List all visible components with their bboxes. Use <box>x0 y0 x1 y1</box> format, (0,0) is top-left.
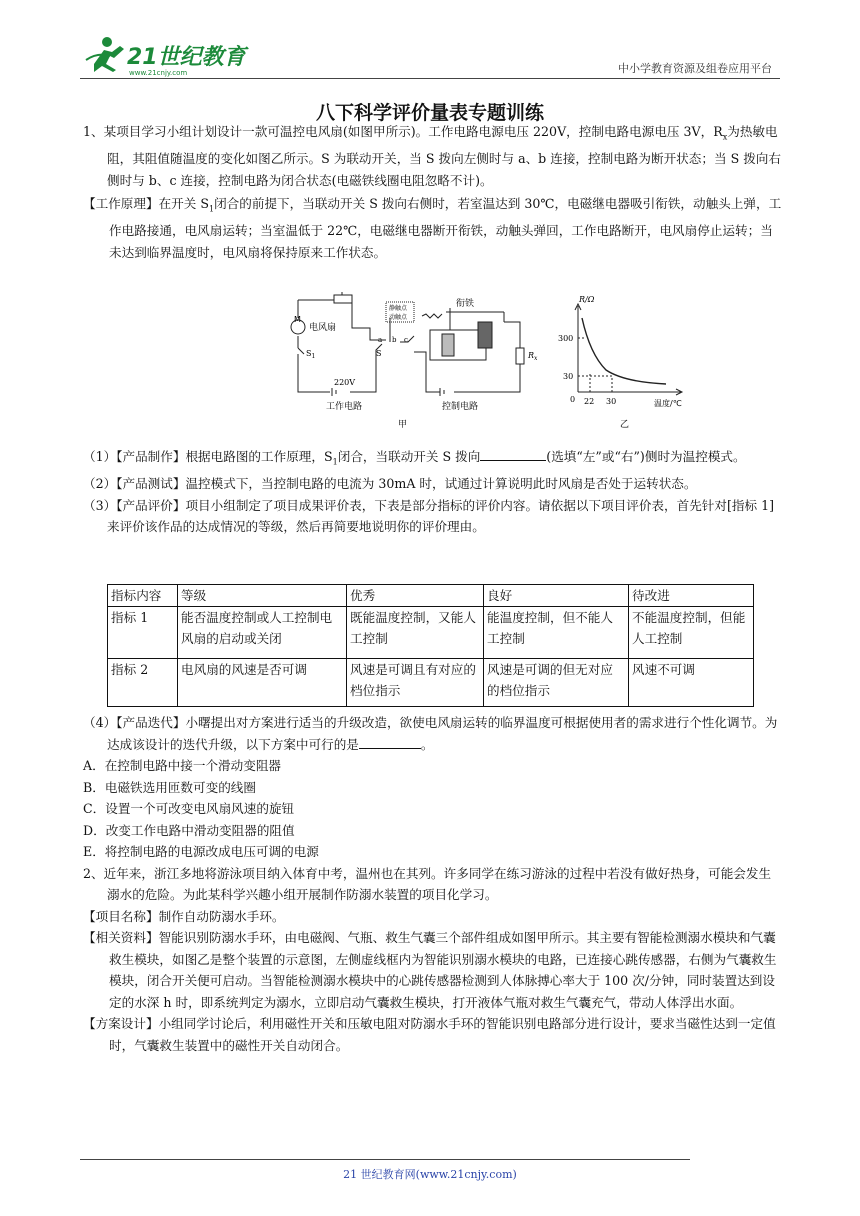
footer-divider <box>80 1159 690 1160</box>
graph-x-axis-label: 温度/℃ <box>654 399 682 408</box>
table-header-cell: 优秀 <box>347 585 484 607</box>
q1-sub3: （3）【产品评价】项目小组制定了项目成果评价表，下表是部分指标的评价内容。请依据以下项目评价表，首先针对[指标 1]来评价该作品的达成情况的等级，然后再简要地说明你的评价理由。 <box>83 497 775 535</box>
table-cell: 指标 2 <box>108 659 178 707</box>
graph-tick-y30: 30 <box>563 372 574 381</box>
logo-icon <box>80 34 250 78</box>
option-a: A．在控制电路中接一个滑动变阻器 <box>83 758 282 773</box>
table-cell: 风速不可调 <box>629 659 754 707</box>
work-circuit-label: 工作电路 <box>326 402 363 412</box>
q2-related-info: 【相关资料】智能识别防溺水手环，由电磁阀、气瓶、救生气囊三个部件组成如图甲所示。其主要有智能检测溺水模块和气囊救生模块，如图乙是整个装置的示意图，左侧虚线框内为智能识别溺水模块的电路，已连接心跳传感器，右侧为气囊救生模块，闭合开关便可启动。当智能检测溺水模块中的心跳传感器检测到人体脉搏心率大于 100 次/分钟，同时装置达到设定的水深 h 时，即系统判定为溺水，立即启动气囊救生模块，打开液体气瓶对救生气囊充气，带动人体浮出水面。 <box>83 930 777 1010</box>
graph-tick-x30: 30 <box>606 397 617 406</box>
graph-tick-300: 300 <box>558 334 574 343</box>
option-d: D．改变工作电路中滑动变阻器的阻值 <box>83 822 295 838</box>
q1-sub4-block <box>83 712 783 1056</box>
fan-label: 电风扇 <box>309 323 337 333</box>
table-header-cell: 指标内容 <box>108 585 178 607</box>
page-header <box>80 34 780 80</box>
moving-contact-label: 动触点 <box>389 314 408 321</box>
table-header-row <box>108 585 754 607</box>
contact-b: b <box>392 336 397 344</box>
q1-sub2: （2）【产品测试】温控模式下，当控制电路的电流为 30mA 时，试通过计算说明此时风扇是否处于运转状态。 <box>83 476 697 492</box>
switch-s-label: S <box>376 349 382 358</box>
table-cell: 风速是可调的但无对应的档位指示 <box>484 659 629 707</box>
table-cell: 电风扇的风速是否可调 <box>178 659 347 707</box>
q1-sub1: （1）【产品制作】根据电路图的工作原理，$S_1$闭合，当联动开关 S 拨向 (选填“左”或“右”)侧时为温控模式。 <box>83 449 746 467</box>
table-cell: 风速是可调且有对应的档位指示 <box>347 659 484 707</box>
table-cell: 不能温度控制，但能人工控制 <box>629 607 754 659</box>
q1-intro-block <box>83 121 783 263</box>
q2-intro: 2、近年来，浙江多地将游泳项目纳入体育中考，温州也在其列。许多同学在练习游泳的过程中若没有做好热身，可能会发生溺水的危险。为此某科学兴趣小组开展制作防溺水装置的项目化学习。 <box>83 865 772 902</box>
figure-yi-label: 乙 <box>620 420 630 430</box>
contact-a: a <box>378 336 383 344</box>
table-cell: 能温度控制，但不能人工控制 <box>484 607 629 659</box>
figure-jia-label: 甲 <box>398 420 408 430</box>
option-e: E．将控制电路的电源改成电压可调的电源 <box>83 844 319 859</box>
option-c: C．设置一个可改变电风扇风速的旋钮 <box>83 801 295 816</box>
table-row <box>108 659 754 707</box>
svg-text:21世纪教育: 21世纪教育 <box>127 45 246 70</box>
q1-subquestions <box>83 446 783 538</box>
rx-label: $R_x$ <box>528 351 538 362</box>
table-cell: 既能温度控制，又能人工控制 <box>347 607 484 659</box>
table-cell: 指标 1 <box>108 607 178 659</box>
voltage-label: 220V <box>334 378 356 387</box>
table-row <box>108 607 754 659</box>
header-divider <box>80 78 780 79</box>
graph-tick-22: 22 <box>584 397 595 406</box>
table-header-cell: 待改进 <box>629 585 754 607</box>
svg-text:www.21cnjy.com: www.21cnjy.com <box>129 69 188 77</box>
answer-blank-4[interactable] <box>359 736 421 749</box>
footer-text: 21 世纪教育网(www.21cnjy.com) <box>343 1168 517 1181</box>
ctrl-circuit-label: 控制电路 <box>442 402 479 412</box>
table-header-cell: 等级 <box>178 585 347 607</box>
table-header-cell: 良好 <box>484 585 629 607</box>
q1-sub4: （4）【产品迭代】小曙提出对方案进行适当的升级改造，欲使电风扇运转的临界温度可根据使用者的需求进行个性化调节。为达成该设计的迭代升级，以下方案中可行的是 。 <box>83 715 778 752</box>
static-contact-label: 静触点 <box>389 305 408 312</box>
contact-c: c <box>404 336 408 344</box>
evaluation-table <box>107 584 754 707</box>
q1-intro: 1、某项目学习小组计划设计一款可温控电风扇(如图甲所示)。工作电路电源电压 220V，控制电路电源电压 3V，$R_x$为热敏电阻，其阻值随温度的变化如图乙所示。S 为联动开关，当 S 拨向左侧时与 a、b 连接，控制电路为断开状态；当 S 拨向右侧时与 b、c 连接，控制电路为闭合状态(电磁铁线圈电阻忽略不计)。 <box>83 124 781 188</box>
table-cell: 能否温度控制或人工控制电风扇的启动或关闭 <box>178 607 347 659</box>
answer-blank-1[interactable] <box>480 448 546 461</box>
q1-principle: 【工作原理】在开关 $S_1$闭合的前提下，当联动开关 S 拨向右侧时，若室温达到 30℃，电磁继电器吸引衔铁，动触头上弹，工作电路接通，电风扇运转；当室温低于 22℃，电磁继电器断开衔铁，动触头弹回，工作电路断开，电风扇停止运转；当未达到临界温度时，电风扇将保持原来工作状态。 <box>83 196 782 260</box>
motor-label: M <box>294 315 301 324</box>
q2-project-name: 【项目名称】制作自动防溺水手环。 <box>83 908 285 924</box>
graph-tick-0: 0 <box>570 395 576 404</box>
s1-label: $S_1$ <box>306 349 316 360</box>
header-platform-text: 中小学教育资源及组卷应用平台 <box>618 62 772 75</box>
page-title: 八下科学评价量表专题训练 <box>315 102 544 124</box>
option-b: B．电磁铁选用匝数可变的线圈 <box>83 779 256 795</box>
armature-label: 衔铁 <box>456 299 475 309</box>
q2-design: 【方案设计】小组同学讨论后，利用磁性开关和压敏电阻对防溺水手环的智能识别电路部分进行设计，要求当磁性达到一定值时，气囊救生装置中的磁性开关自动闭合。 <box>83 1016 776 1053</box>
circuit-figure <box>290 292 710 432</box>
graph-y-axis-label: R/Ω <box>579 295 595 304</box>
